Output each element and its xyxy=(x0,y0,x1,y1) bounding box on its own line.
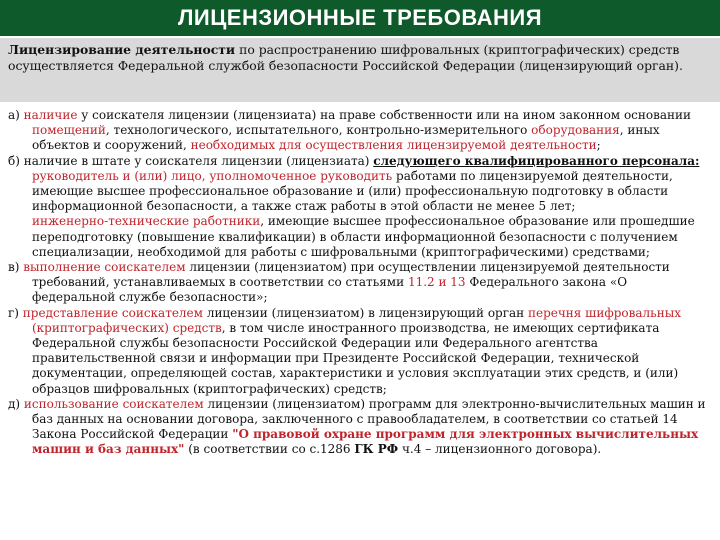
highlight: выполнение соискателем xyxy=(23,260,186,275)
bold-underlined: следующего квалифицированного персонала: xyxy=(373,153,700,168)
requirement-a xyxy=(8,108,712,154)
item-letter: в) xyxy=(8,260,24,275)
page-title: ЛИЦЕНЗИОННЫЕ ТРЕБОВАНИЯ xyxy=(177,5,543,30)
requirement-v xyxy=(8,260,712,306)
highlight: инженерно-технические работники xyxy=(32,214,261,229)
requirements-list xyxy=(0,108,720,538)
text: , имеющие высшее профессиональное образование или прошедшие переподготовку (повышение квалификации) в области информационной безопасности с получением специализации, необходимой для работы с шифровальными (криптографическими) средствами; xyxy=(32,214,695,259)
text: ; xyxy=(596,138,601,153)
highlight-bold: "О правовой охране программ для электронных вычислительных машин и баз данных" xyxy=(32,427,699,457)
requirement-d xyxy=(8,397,712,458)
intro-bold: Лицензирование деятельности xyxy=(8,42,236,57)
text: у соискателя лицензии (лицензиата) на праве собственности или на ином законном основании xyxy=(77,108,692,122)
text: б) наличие в штате у соискателя лицензии (лицензиата) xyxy=(8,153,374,168)
title-bar xyxy=(0,0,720,36)
item-letter: г) xyxy=(8,305,23,320)
intro-block xyxy=(0,38,720,102)
highlight: 11.2 и 13 xyxy=(407,275,466,290)
item-letter: д) xyxy=(8,396,24,411)
intro-text: по распространению шифровальных (криптографических) средств осуществляется Федеральной службой безопасности Российской Федерации (лицензирующий орган). xyxy=(8,42,683,73)
text: Федерального закона «О федеральной службе безопасности»; xyxy=(32,275,628,305)
highlight: наличие xyxy=(23,108,78,122)
requirement-b xyxy=(8,154,712,169)
highlight: оборудования xyxy=(531,123,620,138)
highlight: представление соискателем xyxy=(22,305,203,320)
highlight: необходимых для осуществления лицензируемой деятельности xyxy=(190,138,597,153)
text: , иных объектов и сооружений, xyxy=(32,123,660,153)
requirement-g xyxy=(8,306,712,397)
highlight: перечня шифровальных (криптографических) средств xyxy=(32,305,682,335)
highlight: помещений xyxy=(32,123,106,138)
text: , технологического, испытательного, контрольно-измерительного xyxy=(105,123,532,138)
requirement-b-sub-2 xyxy=(8,214,712,260)
bold-text: ГК РФ xyxy=(354,442,399,457)
text: ч.4 – лицензионного договора). xyxy=(398,442,602,457)
text: работами по лицензируемой деятельности, имеющие высшее профессиональное образование и (или) профессиональную подготовку в области информационной безопасности, а также стаж работы в этой области не менее 5 лет; xyxy=(32,168,673,214)
text: лицензии (лицензиатом) в лицензирующий орган xyxy=(203,305,528,320)
text: , в том числе иностранного производства, не имеющих сертификата Федеральной службы безопасности Российской Федерации или Федерального агентства правительственной связи и информации при Президенте Российской Федерации, технической документации, определяющей состав, характеристики и условия эксплуатации этих средств, и (или) образцов шифровальных (криптографических) средств; xyxy=(32,320,679,396)
text: лицензии (лицензиатом) при осуществлении лицензируемой деятельности требований, устанавливаемых в соответствии со статьями xyxy=(32,260,670,290)
highlight: руководитель и (или) лицо, уполномоченное руководить xyxy=(32,168,393,183)
text: (в соответствии со с.1286 xyxy=(184,442,355,457)
requirement-b-sub-1 xyxy=(8,169,712,215)
item-letter: а) xyxy=(8,108,24,122)
text: лицензии (лицензиатом) программ для электронно-вычислительных машин и баз данных на основании договора, заключенного с правообладателем, в соответствии со статьей 14 Закона Российской Федерации xyxy=(32,396,706,442)
highlight: использование соискателем xyxy=(23,396,204,411)
